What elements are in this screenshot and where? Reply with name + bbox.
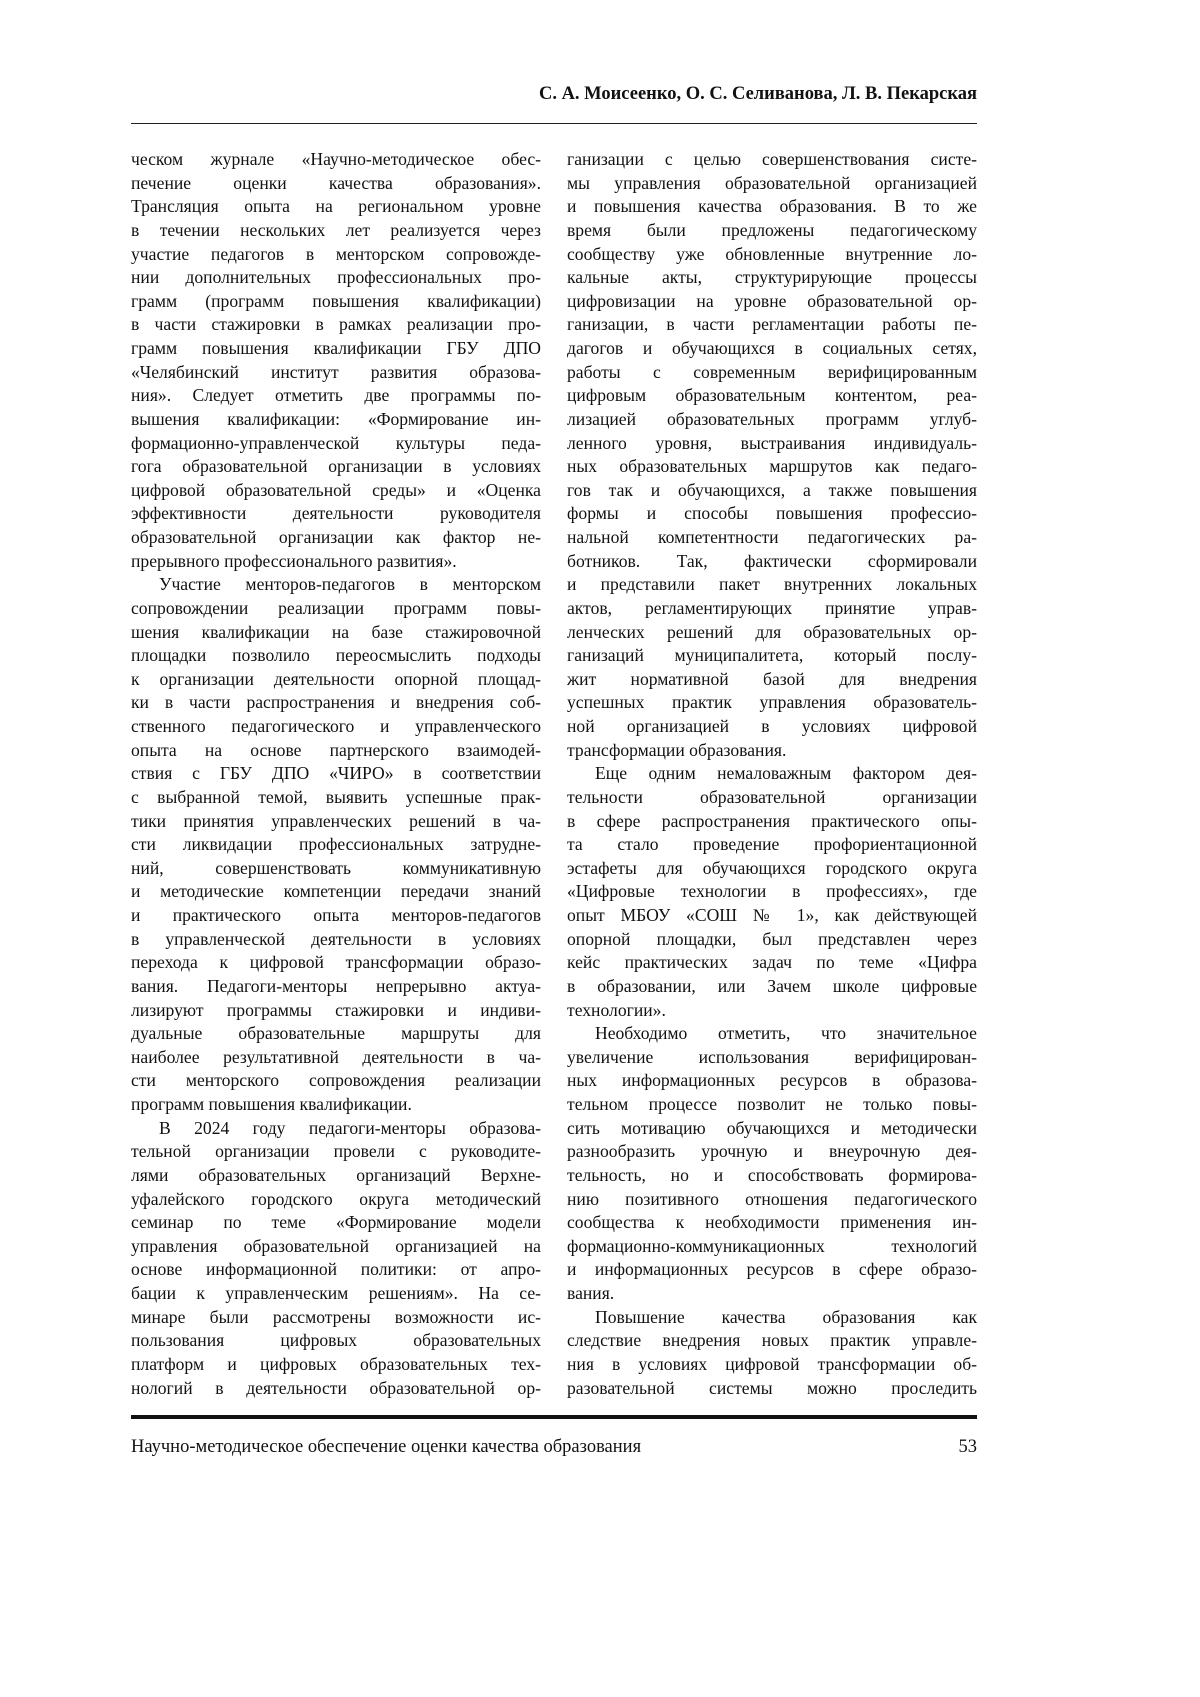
paragraph	[131, 148, 541, 573]
text-line: ной организацией в условиях цифровой	[567, 715, 977, 739]
text-line: перехода к цифровой трансформации образо-	[131, 951, 541, 975]
footer-journal-title: Научно-методическое обеспечение оценки качества образования	[131, 1437, 641, 1458]
text-line: мы управления образовательной организацией	[567, 172, 977, 196]
text-line: и практического опыта менторов-педагогов	[131, 904, 541, 928]
text-line: основе информационной политики: от апро-	[131, 1258, 541, 1282]
text-line: гов так и обучающихся, а также повышения	[567, 479, 977, 503]
text-line: ботников. Так, фактически сформировали	[567, 550, 977, 574]
text-line: грамм повышения квалификации ГБУ ДПО	[131, 337, 541, 361]
text-line: ганизации с целью совершенствования систе-	[567, 148, 977, 172]
text-line: грамм (программ повышения квалификации)	[131, 290, 541, 314]
text-line: увеличение использования верифицирован-	[567, 1046, 977, 1070]
text-line: площадки позволило переосмыслить подходы	[131, 644, 541, 668]
text-line: с выбранной темой, выявить успешные прак-	[131, 786, 541, 810]
text-line: эстафеты для обучающихся городского округа	[567, 857, 977, 881]
text-line: опыт МБОУ «СОШ № 1», как действующей	[567, 904, 977, 928]
text-line: цифровым образовательным контентом, реа-	[567, 384, 977, 408]
paragraph	[567, 1022, 977, 1306]
text-line: лями образовательных организаций Верхне-	[131, 1164, 541, 1188]
text-line: участие педагогов в менторском сопровожде-	[131, 243, 541, 267]
paragraph	[131, 1117, 541, 1401]
text-line: Еще одним немаловажным фактором дея-	[567, 762, 977, 786]
page-number: 53	[959, 1437, 978, 1458]
text-line: «Цифровые технологии в профессиях», где	[567, 880, 977, 904]
text-line: в сфере распространения практического опы-	[567, 810, 977, 834]
text-line: «Челябинский институт развития образова-	[131, 361, 541, 385]
paragraph	[567, 148, 977, 762]
text-line: и методические компетенции передачи знаний	[131, 880, 541, 904]
text-line: управления образовательной организацией на	[131, 1235, 541, 1259]
text-line: сообщества к необходимости применения ин-	[567, 1211, 977, 1235]
text-line: ленного уровня, выстраивания индивидуаль-	[567, 432, 977, 456]
text-line: наиболее результативной деятельности в ча-	[131, 1046, 541, 1070]
text-line: в течении нескольких лет реализуется через	[131, 219, 541, 243]
text-line: нии дополнительных профессиональных про-	[131, 266, 541, 290]
text-line: ных образовательных маршрутов как педаго-	[567, 455, 977, 479]
text-line: формационно-управленческой культуры педа-	[131, 432, 541, 456]
text-line: Участие менторов-педагогов в менторском	[131, 573, 541, 597]
text-line: Необходимо отметить, что значительное	[567, 1022, 977, 1046]
text-line: ленческих решений для образовательных ор-	[567, 621, 977, 645]
text-line: и повышения качества образования. В то же	[567, 195, 977, 219]
paragraph	[567, 1306, 977, 1401]
text-line: формы и способы повышения профессио-	[567, 502, 977, 526]
text-line: актов, регламентирующих принятие управ-	[567, 597, 977, 621]
text-line: в управленческой деятельности в условиях	[131, 928, 541, 952]
text-line: цифровизации на уровне образовательной ор-	[567, 290, 977, 314]
text-line: ния в условиях цифровой трансформации об-	[567, 1353, 977, 1377]
text-line: образовательной организации как фактор не-	[131, 526, 541, 550]
paragraph	[131, 573, 541, 1116]
paragraph	[567, 762, 977, 1022]
text-line: ки в части распространения и внедрения соб-	[131, 691, 541, 715]
running-header-authors: С. А. Моисеенко, О. С. Селиванова, Л. В. Пекарская	[539, 84, 977, 105]
text-line: формационно-коммуникационных технологий	[567, 1235, 977, 1259]
text-line: и информационных ресурсов в сфере образо-	[567, 1258, 977, 1282]
text-column-right	[567, 148, 977, 1400]
text-line: эффективности деятельности руководителя	[131, 502, 541, 526]
footer-divider	[131, 1415, 977, 1419]
text-line: нологий в деятельности образовательной ор-	[131, 1377, 541, 1401]
text-line: та стало проведение профориентационной	[567, 833, 977, 857]
text-column-left	[131, 148, 541, 1400]
text-line: дагогов и обучающихся в социальных сетях,	[567, 337, 977, 361]
text-line: печение оценки качества образования».	[131, 172, 541, 196]
text-line: ческом журнале «Научно-методическое обес-	[131, 148, 541, 172]
text-line: сопровождении реализации программ повы-	[131, 597, 541, 621]
text-line: кейс практических задач по теме «Цифра	[567, 951, 977, 975]
text-line: уфалейского городского округа методический	[131, 1188, 541, 1212]
text-line: кальные акты, структурирующие процессы	[567, 266, 977, 290]
text-line: разнообразить урочную и внеурочную дея-	[567, 1140, 977, 1164]
text-line: опорной площадки, был представлен через	[567, 928, 977, 952]
text-line: Повышение качества образования как	[567, 1306, 977, 1330]
text-line: нию позитивного отношения педагогического	[567, 1188, 977, 1212]
text-line: гога образовательной организации в условиях	[131, 455, 541, 479]
text-line: вания.	[567, 1282, 977, 1306]
text-line: вышения квалификации: «Формирование ин-	[131, 408, 541, 432]
text-line: ганизаций муниципалитета, который послу-	[567, 644, 977, 668]
text-line: к организации деятельности опорной площад-	[131, 668, 541, 692]
text-line: минаре были рассмотрены возможности ис-	[131, 1306, 541, 1330]
text-line: в образовании, или Зачем школе цифровые	[567, 975, 977, 999]
text-line: лизацией образовательных программ углуб-	[567, 408, 977, 432]
text-line: трансформации образования.	[567, 739, 977, 763]
text-line: ствия с ГБУ ДПО «ЧИРО» в соответствии	[131, 762, 541, 786]
text-line: в части стажировки в рамках реализации про-	[131, 313, 541, 337]
text-line: разовательной системы можно проследить	[567, 1377, 977, 1401]
text-line: технологии».	[567, 999, 977, 1023]
text-line: жит нормативной базой для внедрения	[567, 668, 977, 692]
header-divider	[131, 123, 977, 124]
text-line: программ повышения квалификации.	[131, 1093, 541, 1117]
text-line: следствие внедрения новых практик управле-	[567, 1329, 977, 1353]
text-line: тельном процессе позволит не только повы-	[567, 1093, 977, 1117]
text-line: В 2024 году педагоги-менторы образова-	[131, 1117, 541, 1141]
text-line: опыта на основе партнерского взаимодей-	[131, 739, 541, 763]
text-line: платформ и цифровых образовательных тех-	[131, 1353, 541, 1377]
text-line: тики принятия управленческих решений в ча-	[131, 810, 541, 834]
text-line: сти менторского сопровождения реализации	[131, 1069, 541, 1093]
text-line: лизируют программы стажировки и индиви-	[131, 999, 541, 1023]
text-line: дуальные образовательные маршруты для	[131, 1022, 541, 1046]
text-line: пользования цифровых образовательных	[131, 1329, 541, 1353]
text-line: ганизации, в части регламентации работы пе-	[567, 313, 977, 337]
text-line: время были предложены педагогическому	[567, 219, 977, 243]
text-line: ных информационных ресурсов в образова-	[567, 1069, 977, 1093]
text-line: и представили пакет внутренних локальных	[567, 573, 977, 597]
text-line: тельной организации провели с руководите-	[131, 1140, 541, 1164]
text-line: сти ликвидации профессиональных затрудне-	[131, 833, 541, 857]
text-line: тельность, но и способствовать формирова-	[567, 1164, 977, 1188]
text-line: сообществу уже обновленные внутренние ло-	[567, 243, 977, 267]
text-line: Трансляция опыта на региональном уровне	[131, 195, 541, 219]
text-line: семинар по теме «Формирование модели	[131, 1211, 541, 1235]
text-line: нальной компетентности педагогических ра-	[567, 526, 977, 550]
text-line: ний, совершенствовать коммуникативную	[131, 857, 541, 881]
text-line: бации к управленческим решениям». На се-	[131, 1282, 541, 1306]
text-line: прерывного профессионального развития».	[131, 550, 541, 574]
text-line: успешных практик управления образователь-	[567, 691, 977, 715]
text-line: сить мотивацию обучающихся и методически	[567, 1117, 977, 1141]
text-line: шения квалификации на базе стажировочной	[131, 621, 541, 645]
text-line: ния». Следует отметить две программы по-	[131, 384, 541, 408]
text-line: вания. Педагоги-менторы непрерывно актуа-	[131, 975, 541, 999]
text-line: тельности образовательной организации	[567, 786, 977, 810]
text-line: ственного педагогического и управленческого	[131, 715, 541, 739]
text-line: работы с современным верифицированным	[567, 361, 977, 385]
text-line: цифровой образовательной среды» и «Оценка	[131, 479, 541, 503]
